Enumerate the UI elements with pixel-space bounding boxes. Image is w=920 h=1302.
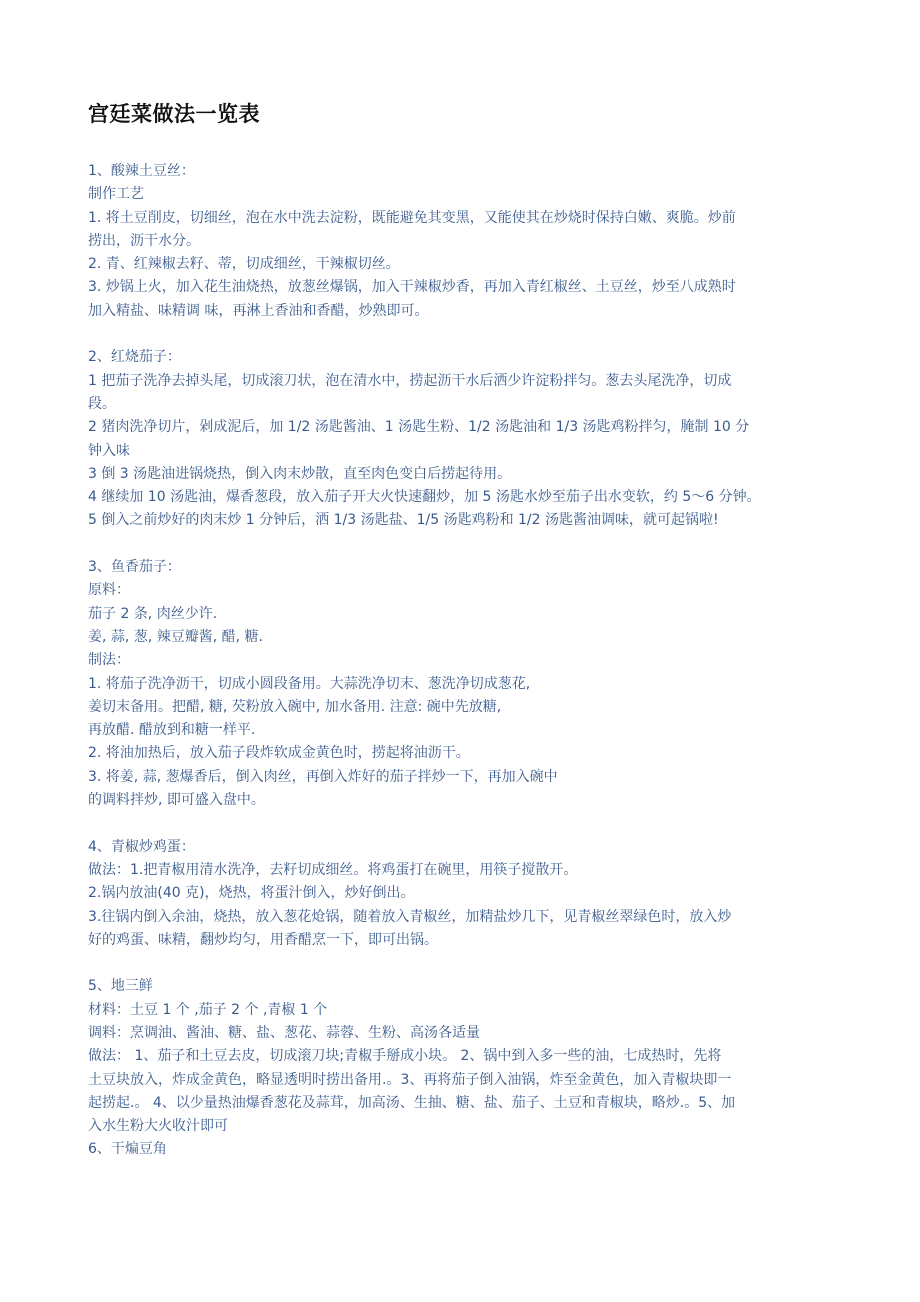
recipe-line: 加入精盐、味精调 味，再淋上香油和香醋，炒熟即可。 — [88, 302, 429, 319]
recipe-line: 材料：土豆 1 个 ,茄子 2 个 ,青椒 1 个 — [88, 1001, 328, 1018]
recipe-line: 5 倒入之前炒好的肉末炒 1 分钟后，洒 1/3 汤匙盐、1/5 汤匙鸡粉和 1/2 汤匙酱油调味，就可起锅啦! — [88, 512, 719, 529]
recipe-line: 入水生粉大火收汁即可 — [88, 1118, 228, 1135]
recipe-line: 2.锅内放油(40 克)，烧热，将蛋汁倒入，炒好倒出。 — [88, 885, 415, 902]
recipe-line: 制法： — [88, 652, 130, 669]
recipe-line: 茄子 2 条, 肉丝少许. — [88, 605, 218, 622]
section-spacer — [88, 952, 848, 975]
recipe-line: 的调料拌炒, 即可盛入盘中。 — [88, 792, 265, 809]
recipe-line: 2. 青、红辣椒去籽、蒂，切成细丝，干辣椒切丝。 — [88, 256, 400, 273]
recipe-line: 1 把茄子洗净去掉头尾，切成滚刀状，泡在清水中，捞起沥干水后洒少许淀粉拌匀。葱去头尾洗净，切成 — [88, 372, 732, 389]
section-spacer — [88, 323, 848, 346]
recipe-heading: 4、青椒炒鸡蛋： — [88, 838, 195, 855]
recipe-line: 2 猪肉洗净切片，剁成泥后，加 1/2 汤匙酱油、1 汤匙生粉、1/2 汤匙油和 1/3 汤匙鸡粉拌匀，腌制 10 分 — [88, 419, 750, 436]
recipe-line: 做法： 1、茄子和土豆去皮，切成滚刀块;青椒手掰成小块。 2、锅中到入多一些的油，七成热时，先将 — [88, 1048, 722, 1065]
recipe-line: 捞出，沥干水分。 — [88, 232, 200, 249]
recipe-line: 3.往锅内倒入余油，烧热，放入葱花炝锅，随着放入青椒丝，加精盐炒几下，见青椒丝翠绿色时，放入炒 — [88, 908, 732, 925]
recipe-line: 3. 将姜, 蒜, 葱爆香后，倒入肉丝，再倒入炸好的茄子拌炒一下，再加入碗中 — [88, 768, 558, 785]
recipe-line: 做法：1.把青椒用清水洗净，去籽切成细丝。将鸡蛋打在碗里，用筷子搅散开。 — [88, 861, 578, 878]
recipe-line: 原料： — [88, 582, 130, 599]
document-body — [88, 160, 848, 1162]
recipe-heading: 3、鱼香茄子： — [88, 559, 181, 576]
recipe-heading: 2、红烧茄子： — [88, 349, 181, 366]
document-title: 宫廷菜做法一览表 — [88, 102, 260, 126]
recipe-line: 起捞起.。 4、以少量热油爆香葱花及蒜茸，加高汤、生抽、糖、盐、茄子、土豆和青椒块，略炒.。5、加 — [88, 1094, 736, 1111]
recipe-line: 土豆块放入，炸成金黄色，略显透明时捞出备用.。3、再将茄子倒入油锅，炸至金黄色，加入青椒块即一 — [88, 1071, 732, 1088]
recipe-heading: 5、地三鲜 — [88, 978, 153, 995]
recipe-line: 4 继续加 10 汤匙油，爆香葱段，放入茄子开大火快速翻炒，加 5 汤匙水炒至茄子出水变软，约 5～6 分钟。 — [88, 489, 761, 506]
section-spacer — [88, 533, 848, 556]
recipe-section — [88, 556, 848, 812]
recipe-line: 再放醋. 醋放到和糖一样平. — [88, 722, 256, 739]
section-spacer — [88, 812, 848, 835]
recipe-line: 6、干煸豆角 — [88, 1141, 167, 1158]
recipe-line: 3 倒 3 汤匙油进锅烧热，倒入肉末炒散，直至肉色变白后捞起待用。 — [88, 465, 512, 482]
recipe-section — [88, 346, 848, 532]
recipe-line: 姜切末备用。把醋, 糖, 芡粉放入碗中, 加水备用. 注意: 碗中先放糖, — [88, 698, 502, 715]
recipe-line: 2. 将油加热后，放入茄子段炸软成金黄色时，捞起将油沥干。 — [88, 745, 470, 762]
recipe-heading: 1、酸辣土豆丝： — [88, 163, 195, 179]
recipe-section — [88, 836, 848, 952]
recipe-section — [88, 975, 848, 1161]
recipe-line: 好的鸡蛋、味精，翻炒均匀，用香醋烹一下，即可出锅。 — [88, 931, 438, 948]
recipe-line: 制作工艺 — [88, 186, 144, 203]
recipe-line: 姜, 蒜, 葱, 辣豆瓣酱, 醋, 糖. — [88, 628, 263, 645]
recipe-line: 1. 将土豆削皮，切细丝，泡在水中洗去淀粉，既能避免其变黑，又能使其在炒烧时保持白嫩、爽脆。炒前 — [88, 209, 736, 226]
recipe-line: 钟入味 — [88, 442, 130, 459]
recipe-line: 3. 炒锅上火，加入花生油烧热，放葱丝爆锅，加入干辣椒炒香，再加入青红椒丝、土豆丝，炒至八成熟时 — [88, 279, 736, 296]
recipe-line: 段。 — [88, 395, 116, 412]
recipe-section — [88, 160, 848, 323]
recipe-line: 1. 将茄子洗净沥干，切成小圆段备用。大蒜洗净切末、葱洗净切成葱花, — [88, 675, 531, 692]
recipe-line: 调料：烹调油、酱油、糖、盐、葱花、蒜蓉、生粉、高汤各适量 — [88, 1024, 480, 1041]
